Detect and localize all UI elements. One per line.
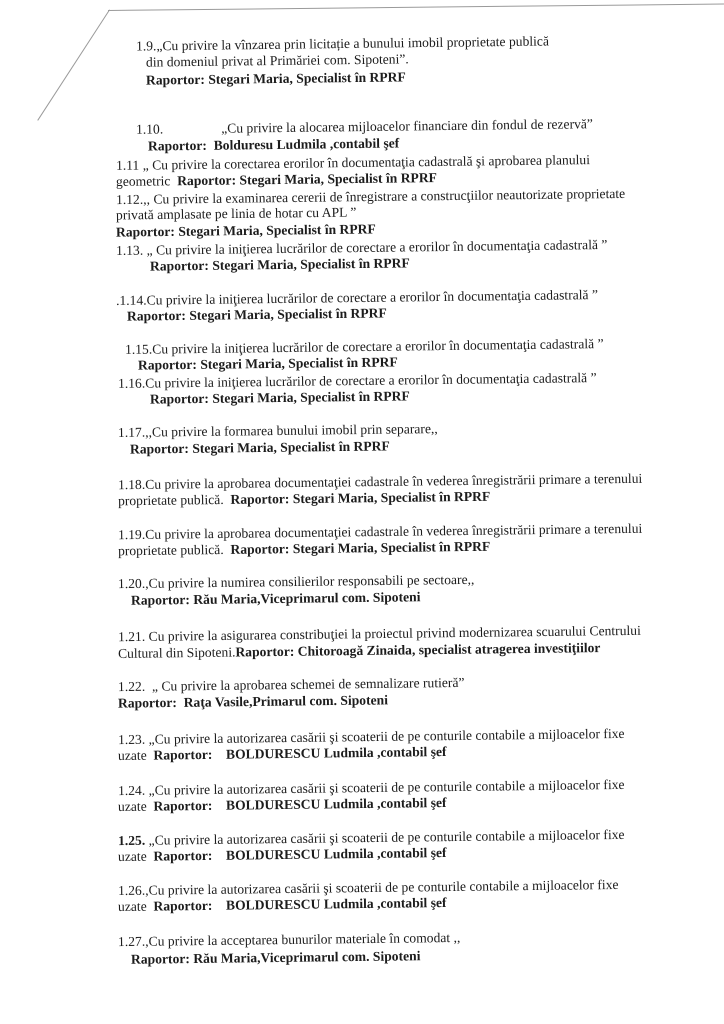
item-number: 1.23. — [117, 731, 146, 748]
item-number: 1.11 — [115, 157, 140, 173]
item-text-cont: uzate — [117, 747, 147, 764]
item-text: Cu privire la examinarea cererii de înregistrare a construcţiilor neautorizate proprietate — [153, 185, 626, 207]
item-number: 1.19. — [117, 526, 146, 543]
raportor-label: Raportor: — [145, 71, 205, 88]
agenda-item-1-18-cont — [118, 489, 490, 510]
raportor-line-1-17 — [130, 438, 390, 457]
raportor-name: Rău Maria,Viceprimarul com. Sipoteni — [193, 948, 421, 967]
raportor-name: Stegari Maria, Specialist în RPRF — [189, 305, 387, 323]
agenda-item-1-9-cont — [146, 51, 409, 70]
item-text-cont: uzate — [117, 848, 147, 865]
item-text-cont: privată amplasate pe linia de hotar cu APL ” — [115, 204, 357, 223]
item-number: 1.9. — [135, 38, 157, 54]
item-number: 1.12.,, — [115, 191, 151, 208]
raportor-label: Raportor: — [230, 541, 290, 557]
item-text: Cu privire la acceptarea bunurilor materiale în comodat ,, — [148, 929, 461, 949]
agenda-item-1-11-cont — [116, 170, 437, 190]
item-text-cont: proprietate publică. — [117, 541, 224, 559]
raportor-name: Stegari Maria, Specialist în RPRF — [192, 438, 390, 456]
raportor-line-1-9 — [146, 69, 406, 88]
raportor-label: Raportor: — [115, 223, 175, 240]
item-number: 1.16. — [117, 375, 146, 391]
agenda-item-1-17 — [118, 421, 438, 441]
item-number: 1.15. — [124, 341, 153, 357]
item-number: 1.17.,, — [117, 424, 153, 440]
agenda-item-1-27 — [118, 930, 461, 950]
agenda-item-1-24-cont — [118, 795, 447, 815]
item-number: 1.22. — [117, 678, 146, 695]
item-number: 1.13. — [115, 242, 144, 259]
raportor-label: Raportor: — [153, 797, 213, 814]
raportor-label: Raportor: — [126, 307, 186, 324]
item-text-cont: geometric — [115, 173, 171, 189]
raportor-name: Stegari Maria, Specialist în RPRF — [200, 354, 398, 372]
raportor-name: Rău Maria,Viceprimarul com. Sipoteni — [193, 589, 421, 608]
raportor-name: BOLDURESCU Ludmila ,contabil şef — [225, 743, 447, 762]
item-text: Cu privire la formarea bunului imobil prin separare,, — [151, 421, 438, 440]
item-text: Cu privire la iniţierea lucrărilor de corectare a erorilor în documentaţia cadastrală ” — [145, 370, 597, 391]
raportor-line-1-15 — [138, 354, 398, 373]
agenda-item-1-25-cont — [118, 845, 447, 865]
scan-edge-diagonal — [37, 9, 110, 120]
item-text-cont: Cultural din Sipoteni. — [117, 644, 236, 661]
raportor-line-1-22 — [118, 692, 388, 711]
raportor-label: Raportor: — [117, 694, 177, 711]
item-text: „Cu privire la autorizarea casării şi scoaterii de pe conturile contabile a mijloacelor fixe — [148, 776, 625, 798]
item-text: „Cu privire la autorizarea casării şi scoaterii de pe conturile contabile a mijloacelor fixe — [148, 725, 625, 747]
raportor-label: Raportor: — [153, 897, 213, 914]
raportor-name: Stegari Maria, Specialist în RPRF — [292, 538, 491, 557]
raportor-name: Raţa Vasile,Primarul com. Sipoteni — [183, 692, 389, 710]
raportor-label: Raportor: — [149, 257, 209, 274]
raportor-label: Raportor: — [149, 390, 209, 407]
item-text: „ Cu privire la iniţierea lucrărilor de corectare a erorilor în documentaţia cadastrală ” — [146, 236, 608, 258]
item-text: Cu privire la numirea consilierilor responsabili pe sectoare,, — [148, 571, 475, 591]
item-number: 1.10. — [135, 121, 164, 137]
raportor-label: Raportor: — [147, 137, 207, 154]
item-text: „Cu privire la vînzarea prin licitație a bunului imobil proprietate publică — [156, 33, 550, 54]
raportor-name: Stegari Maria, Specialist în RPRF — [208, 69, 406, 87]
item-text: „ Cu privire la corectarea erorilor în documentaţia cadastrală şi aprobarea planului — [142, 152, 591, 173]
item-text: Cu privire la autorizarea casării şi scoaterii de pe conturile contabile a mijloacelor fixe — [148, 876, 619, 898]
raportor-line-1-13 — [150, 255, 410, 274]
raportor-name: BOLDURESCU Ludmila ,contabil şef — [225, 844, 447, 863]
raportor-name: BOLDURESCU Ludmila ,contabil şef — [225, 794, 447, 813]
raportor-label: Raportor: — [177, 172, 237, 189]
item-number: 1.27., — [117, 933, 149, 950]
scan-edge-top — [108, 4, 724, 11]
item-number: 1.26., — [117, 882, 149, 899]
item-text-cont: uzate — [117, 798, 147, 815]
raportor-line-1-12 — [116, 221, 376, 240]
raportor-label: Raportor: — [153, 847, 213, 864]
item-text: Cu privire la aprobarea documentaţiei cadastrale în vederea înregistrării primare a terenului — [145, 470, 643, 492]
item-number: 1.24. — [117, 782, 146, 799]
raportor-name: Bolduresu Ludmila ,contabil şef — [213, 135, 400, 153]
item-text: Cu privire la iniţierea lucrărilor de corectare a erorilor în documentaţia cadastrală ” — [152, 336, 604, 357]
agenda-item-1-23-cont — [118, 744, 447, 764]
raportor-label: Raportor: — [129, 440, 189, 457]
raportor-label: Raportor: — [137, 356, 197, 373]
item-text: „Cu privire la autorizarea casării şi scoaterii de pe conturile contabile a mijloacelor fixe — [148, 826, 625, 848]
raportor-name: Stegari Maria, Specialist în RPRF — [292, 488, 491, 507]
raportor-name: BOLDURESCU Ludmila ,contabil şef — [225, 894, 447, 913]
item-text: „ Cu privire la aprobarea schemei de semnalizare rutieră” — [151, 674, 465, 694]
raportor-name: Stegari Maria, Specialist în RPRF — [212, 255, 410, 273]
agenda-item-1-22 — [118, 675, 465, 695]
agenda-item-1-19-cont — [118, 539, 490, 560]
item-text-cont: din domeniul privat al Primăriei com. Sipoteni”. — [145, 51, 409, 70]
raportor-line-1-14 — [127, 305, 387, 324]
item-number: 1.21. — [117, 628, 146, 645]
item-number: 1.25. — [117, 832, 146, 849]
item-text: Cu privire la asigurarea constribuţiei la proiectul privind modernizarea scuarului Centrului — [148, 622, 641, 644]
item-text: Cu privire la iniţierea lucrărilor de corectare a erorilor în documentaţia cadastrală ” — [146, 287, 599, 308]
raportor-label: Raportor: — [235, 643, 295, 660]
raportor-label: Raportor: — [130, 951, 190, 967]
agenda-item-1-12-cont — [116, 205, 357, 224]
raportor-name: Stegari Maria, Specialist în RPRF — [239, 170, 437, 188]
raportor-line-1-16 — [150, 388, 410, 407]
raportor-line-1-10 — [148, 135, 399, 154]
agenda-item-1-26-cont — [118, 895, 447, 915]
agenda-item-1-12 — [116, 186, 625, 208]
item-text: Cu privire la aprobarea documentaţiei cadastrale în vederea înregistrării primare a terenului — [145, 520, 643, 542]
item-number: 1.18. — [117, 476, 146, 493]
item-number: .1.14. — [115, 292, 147, 308]
item-text-cont: proprietate publică. — [117, 491, 224, 509]
item-number: 1.20., — [117, 575, 149, 592]
item-text: „Cu privire la alocarea mijloacelor financiare din fondul de rezervă” — [221, 116, 594, 136]
raportor-line-1-20 — [131, 589, 421, 609]
raportor-line-1-27 — [131, 948, 421, 968]
raportor-name: Stegari Maria, Specialist în RPRF — [178, 221, 376, 239]
raportor-label: Raportor: — [230, 491, 290, 507]
item-text-cont: uzate — [117, 898, 147, 915]
raportor-name: Chitoroagă Zinaida, specialist atragerea investiţiilor — [297, 640, 601, 659]
agenda-item-1-20 — [118, 572, 475, 592]
agenda-item-1-10 — [136, 116, 593, 138]
raportor-label: Raportor: — [130, 592, 190, 608]
raportor-label: Raportor: — [153, 746, 213, 763]
raportor-name: Stegari Maria, Specialist în RPRF — [212, 388, 410, 406]
